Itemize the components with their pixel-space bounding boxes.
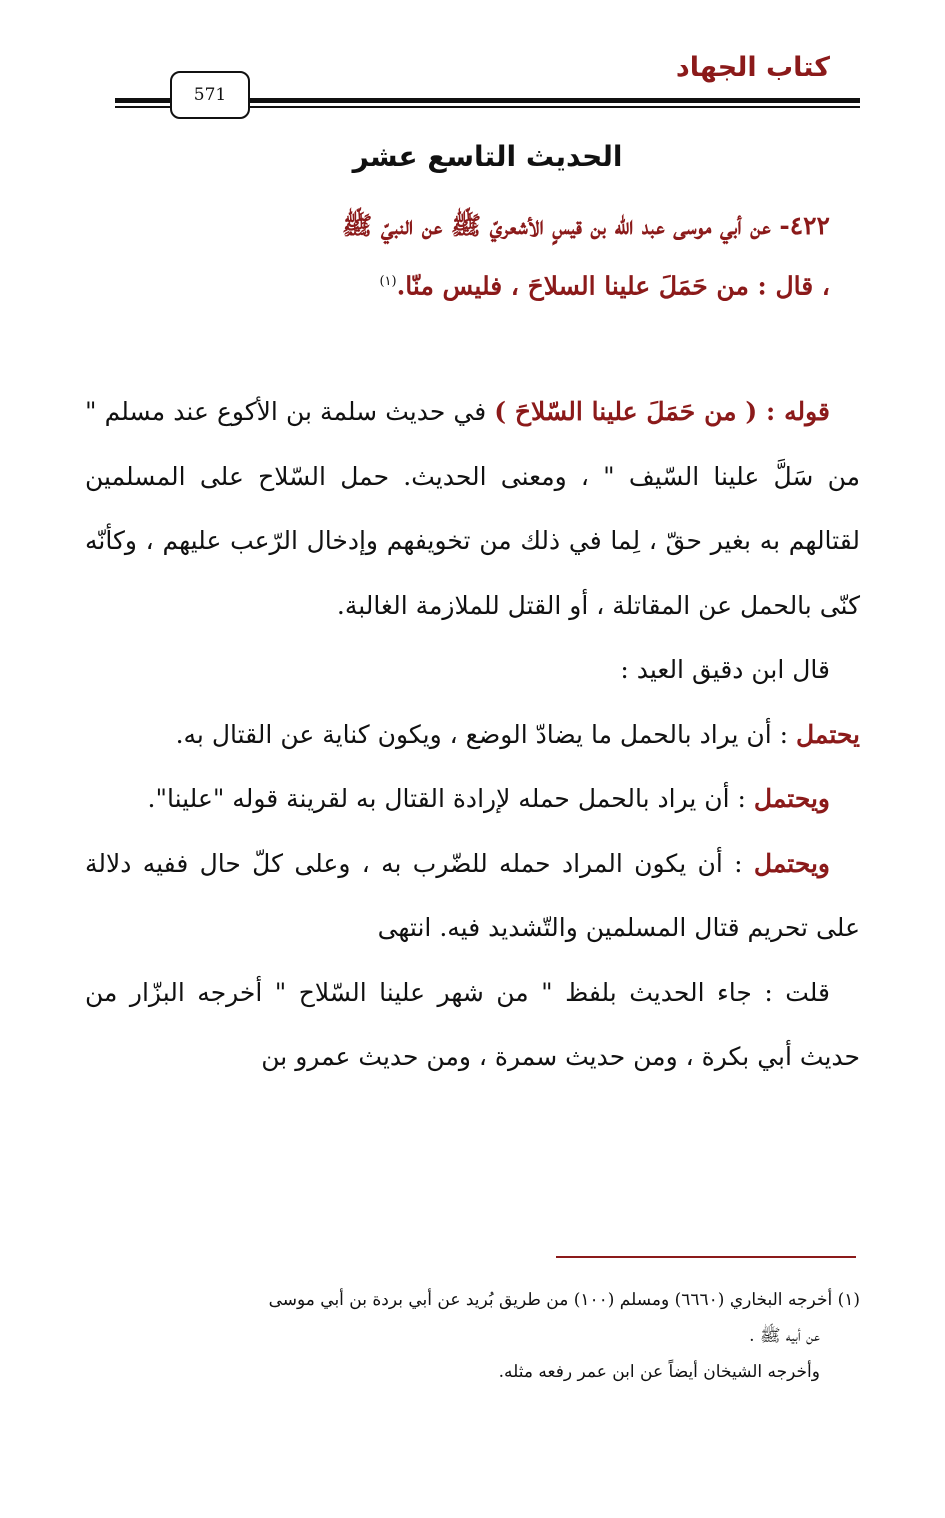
hadith-text — [90, 198, 830, 314]
paragraph-4-text: : أن يراد بالحمل حمله لإرادة القتال به لقرينة قوله "علينا". — [147, 784, 754, 813]
paragraph-5-text: : أن يكون المراد حمله للضّرب به ، وعلى كلّ حال ففيه دلالة على تحريم قتال المسلمين والتّشديد فيه. انتهى — [85, 848, 860, 942]
section-title: الحديث التاسع عشر — [352, 140, 623, 173]
footnote-1-line-3: وأخرجه الشيخان أيضاً عن ابن عمر رفعه مثله. — [498, 1362, 820, 1382]
footnote-marker: (١) — [379, 274, 397, 289]
footnotes — [85, 1282, 860, 1390]
hadith-line-2-text: ، قال : من حَمَلَ علينا السلاحَ ، فليس منّا. — [396, 271, 830, 301]
footnote-1-line-2: عن أبيه ﷺ . — [749, 1326, 820, 1346]
paragraph-5 — [85, 832, 860, 961]
paragraph-1-text: في حديث سلمة بن الأكوع عند مسلم " من سَلَّ علينا السّيف " ، ومعنى الحديث. حمل السّلاح على المسلمين لقتالهم به بغير حقّ ، لِما في ذلك من تخويفهم وإدخال الرّعب عليهم ، وكأنّه كنّى بالحمل عن المقاتلة ، أو القتل للملازمة الغالبة. — [85, 397, 860, 620]
paragraph-4 — [85, 767, 860, 832]
paragraph-3 — [85, 703, 860, 768]
paragraph-3-text: : أن يراد بالحمل ما يضادّ الوضع ، ويكون كناية عن القتال به. — [175, 719, 796, 749]
footnote-separator — [556, 1256, 856, 1258]
paragraph-1 — [85, 380, 860, 638]
keyword-highlight: ويحتمل — [753, 784, 830, 813]
hadith-line-2 — [90, 254, 830, 314]
footnote-1-line-1: (١) أخرجه البخاري (٦٦٦٠) ومسلم (١٠٠) من طريق بُريد عن أبي بردة بن أبي موسى — [268, 1290, 860, 1310]
quote-highlight: قوله : ( من حَمَلَ علينا السّلاحَ ) — [494, 397, 830, 426]
page-number: 571 — [170, 71, 250, 119]
paragraph-2: قال ابن دقيق العيد : — [620, 655, 830, 684]
keyword-highlight: يحتمل — [795, 719, 860, 749]
paragraph-6: قلت : جاء الحديث بلفظ " من شهر علينا السّلاح " أخرجه البزّار من حديث أبي بكرة ، ومن حديث سمرة ، ومن حديث عمرو بن — [85, 977, 860, 1071]
book-title: كتاب الجهاد — [675, 52, 830, 83]
keyword-highlight: ويحتمل — [753, 848, 830, 878]
hadith-line-1: ٤٢٢- عن أبي موسى عبد الله بن قيسٍ الأشعريّ ﷺ عن النبيّ ﷺ — [341, 211, 830, 240]
commentary-body — [85, 380, 860, 1090]
